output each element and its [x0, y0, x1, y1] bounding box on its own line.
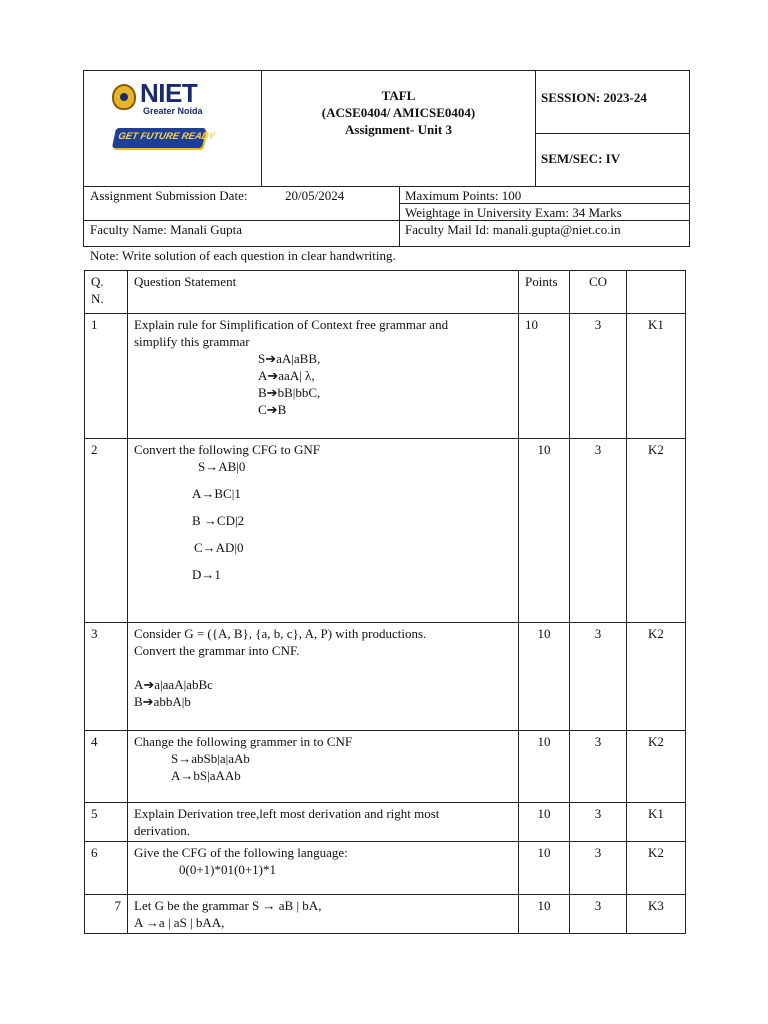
question-statement: Explain Derivation tree,left most derivation and right most derivation. — [128, 803, 519, 842]
header-qn: Q. N. — [85, 271, 128, 314]
question-k: K2 — [627, 623, 686, 731]
question-number: 2 — [85, 439, 128, 623]
header-points: Points — [519, 271, 570, 314]
question-co: 3 — [570, 895, 627, 934]
question-statement: Convert the following CFG to GNF S→AB|0 A→BC|1 B →CD|2 C→AD|0 D→1 — [128, 439, 519, 623]
header-k — [627, 271, 686, 314]
question-statement: Explain rule for Simplification of Context free grammar and simplify this grammar S➔aA|aBB, A➔aaA| λ, B➔bB|bbC, C➔B — [128, 314, 519, 439]
max-points: Maximum Points: 100 — [405, 188, 522, 203]
table-row — [85, 314, 686, 439]
question-points: 10 — [519, 803, 570, 842]
question-co: 3 — [570, 439, 627, 623]
question-points: 10 — [519, 842, 570, 895]
question-co: 3 — [570, 314, 627, 439]
crest-icon — [112, 84, 136, 110]
question-number: 3 — [85, 623, 128, 731]
question-number: 1 — [85, 314, 128, 439]
question-points: 10 — [519, 314, 570, 439]
questions-table — [84, 270, 686, 934]
question-statement: Change the following grammer in to CNF S→abSb|a|aAb A→bS|aAAb — [128, 731, 519, 803]
logo-subtitle: Greater Noida — [143, 106, 203, 116]
question-co: 3 — [570, 623, 627, 731]
assignment-title: Assignment- Unit 3 — [345, 122, 452, 137]
question-number: 5 — [85, 803, 128, 842]
question-co: 3 — [570, 731, 627, 803]
get-future-ready-badge: GET FUTURE READY — [112, 128, 206, 148]
question-k: K2 — [627, 439, 686, 623]
question-points: 10 — [519, 731, 570, 803]
faculty-name: Faculty Name: Manali Gupta — [90, 222, 242, 237]
question-statement: Consider G = ({A, B}, {a, b, c}, A, P) with productions. Convert the grammar into CNF. A➔a|aaA|abBc B➔abbA|b — [128, 623, 519, 731]
table-header-row — [85, 271, 686, 314]
table-row — [85, 439, 686, 623]
weightage: Weightage in University Exam: 34 Marks — [405, 205, 622, 220]
logo-text: NIET — [140, 78, 198, 108]
header-statement: Question Statement — [128, 271, 519, 314]
table-row — [85, 623, 686, 731]
session-label: SESSION: 2023-24 — [541, 90, 647, 105]
faculty-mail: Faculty Mail Id: manali.gupta@niet.co.in — [405, 222, 621, 237]
question-co: 3 — [570, 803, 627, 842]
table-row — [85, 803, 686, 842]
table-row — [85, 895, 686, 934]
question-k: K3 — [627, 895, 686, 934]
question-statement: Let G be the grammar S → aB | bA, A →a | aS | bAA, — [128, 895, 519, 934]
question-number: 4 — [85, 731, 128, 803]
question-number: 6 — [85, 842, 128, 895]
question-points: 10 — [519, 439, 570, 623]
question-k: K1 — [627, 803, 686, 842]
question-points: 10 — [519, 895, 570, 934]
table-row — [85, 842, 686, 895]
table-row — [85, 731, 686, 803]
submission-date-label: Assignment Submission Date: — [90, 188, 248, 203]
header-co: CO — [570, 271, 627, 314]
question-k: K2 — [627, 731, 686, 803]
course-codes: (ACSE0404/ AMICSE0404) — [321, 105, 476, 120]
question-k: K2 — [627, 842, 686, 895]
question-k: K1 — [627, 314, 686, 439]
note: Note: Write solution of each question in clear handwriting. — [90, 248, 396, 263]
question-number: 7 — [85, 895, 128, 934]
question-statement: Give the CFG of the following language: 0(0+1)*01(0+1)*1 — [128, 842, 519, 895]
course-title: TAFL — [381, 88, 416, 103]
submission-date: 20/05/2024 — [285, 188, 345, 203]
question-points: 10 — [519, 623, 570, 731]
sem-sec-label: SEM/SEC: IV — [541, 151, 621, 166]
question-co: 3 — [570, 842, 627, 895]
niet-logo — [108, 78, 217, 160]
